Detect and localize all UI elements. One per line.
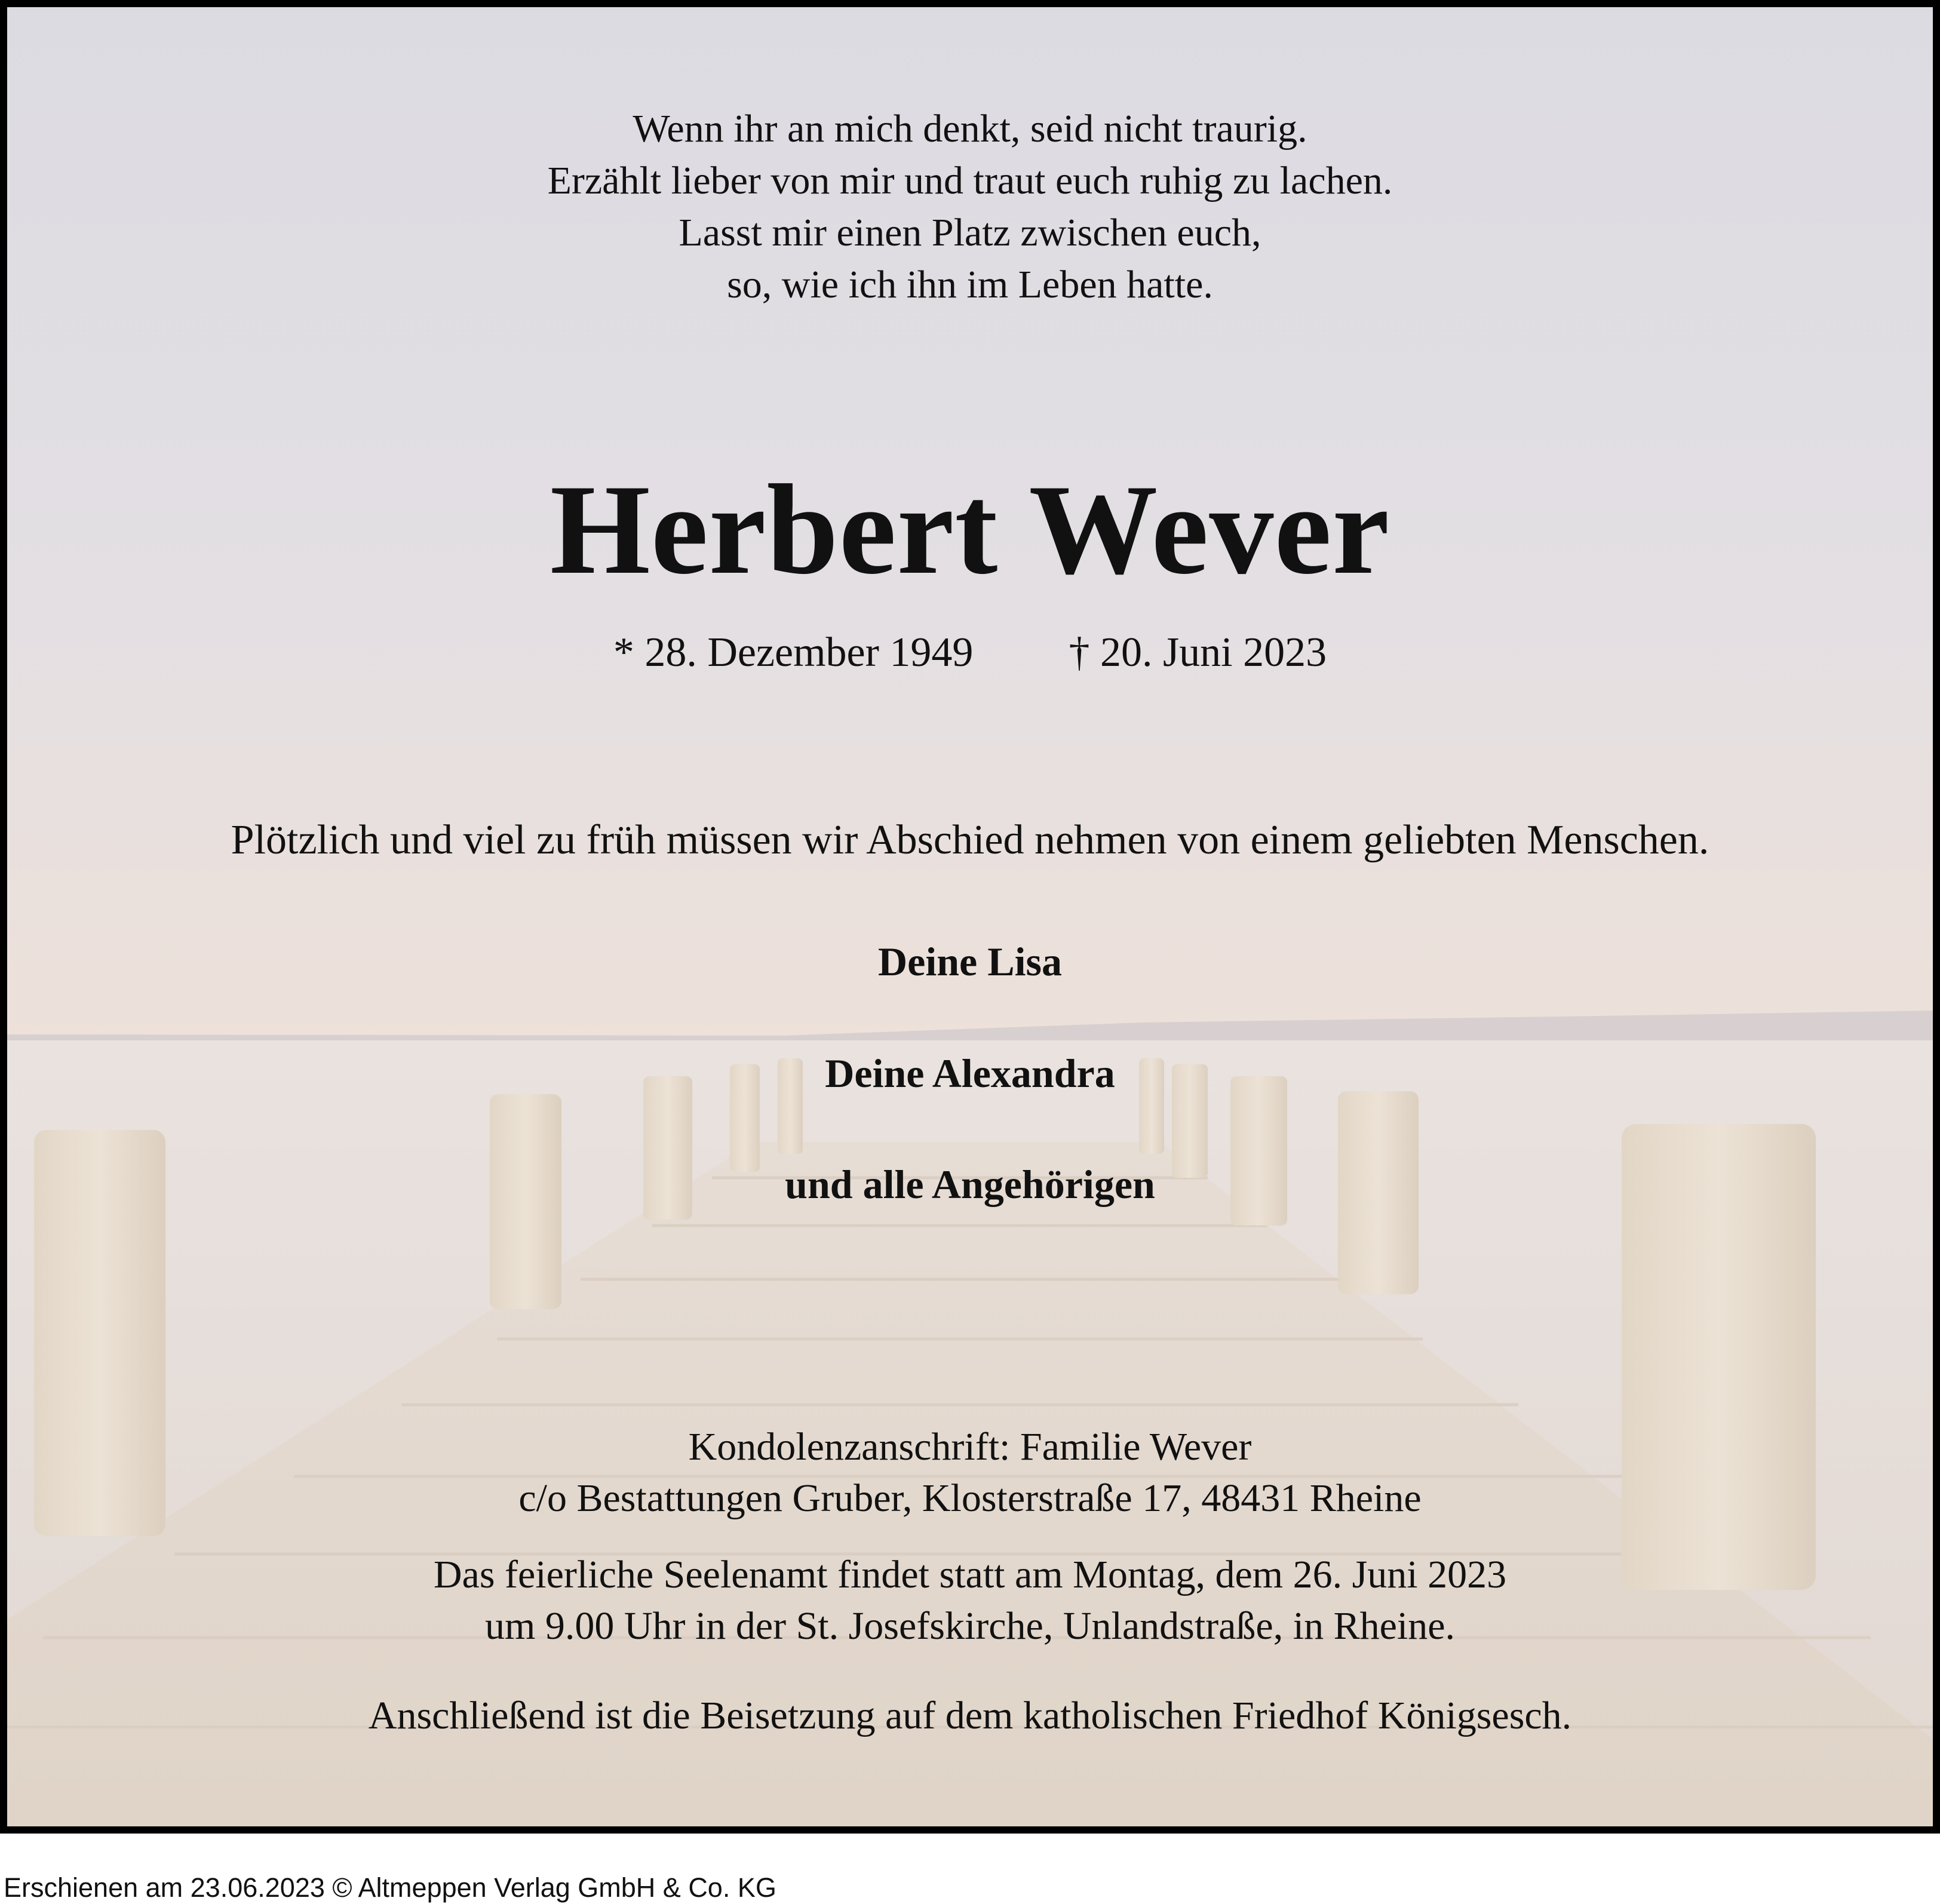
life-dates [7, 626, 1933, 680]
farewell-statement: Plötzlich und viel zu früh müssen wir Abschied nehmen von einem geliebten Menschen. [231, 817, 1709, 863]
publication-footer: Erschienen am 23.06.2023 © Altmeppen Verlag GmbH & Co. KG [4, 1872, 776, 1903]
service-line: Das feierliche Seelenamt findet statt am Montag, dem 26. Juni 2023 [433, 1553, 1507, 1596]
signature-relatives: und alle Angehörigen [785, 1162, 1155, 1207]
signature-lisa: Deine Lisa [878, 939, 1062, 984]
service-line: um 9.00 Uhr in der St. Josefskirche, Unlandstraße, in Rheine. [484, 1604, 1456, 1648]
poem-line: Wenn ihr an mich denkt, seid nicht traurig. [633, 107, 1307, 151]
condolence-line: c/o Bestattungen Gruber, Klosterstraße 17, 48431 Rheine [518, 1476, 1422, 1520]
death-date: † 20. Juni 2023 [1069, 629, 1327, 675]
poem-line: Lasst mir einen Platz zwischen euch, [679, 211, 1261, 254]
signature-alexandra: Deine Alexandra [825, 1051, 1115, 1096]
poem-line: Erzählt lieber von mir und traut euch ruhig zu lachen. [547, 159, 1393, 202]
condolence-address [7, 1421, 1933, 1524]
burial-info: Anschließend ist die Beisetzung auf dem katholischen Friedhof Königsesch. [368, 1694, 1572, 1737]
poem-line: so, wie ich ihn im Leben hatte. [727, 263, 1213, 306]
poem-block [7, 103, 1933, 311]
deceased-name: Herbert Wever [550, 458, 1390, 601]
service-info [7, 1549, 1933, 1652]
birth-date: * 28. Dezember 1949 [613, 629, 974, 675]
condolence-line: Kondolenzanschrift: Familie Wever [688, 1425, 1252, 1469]
